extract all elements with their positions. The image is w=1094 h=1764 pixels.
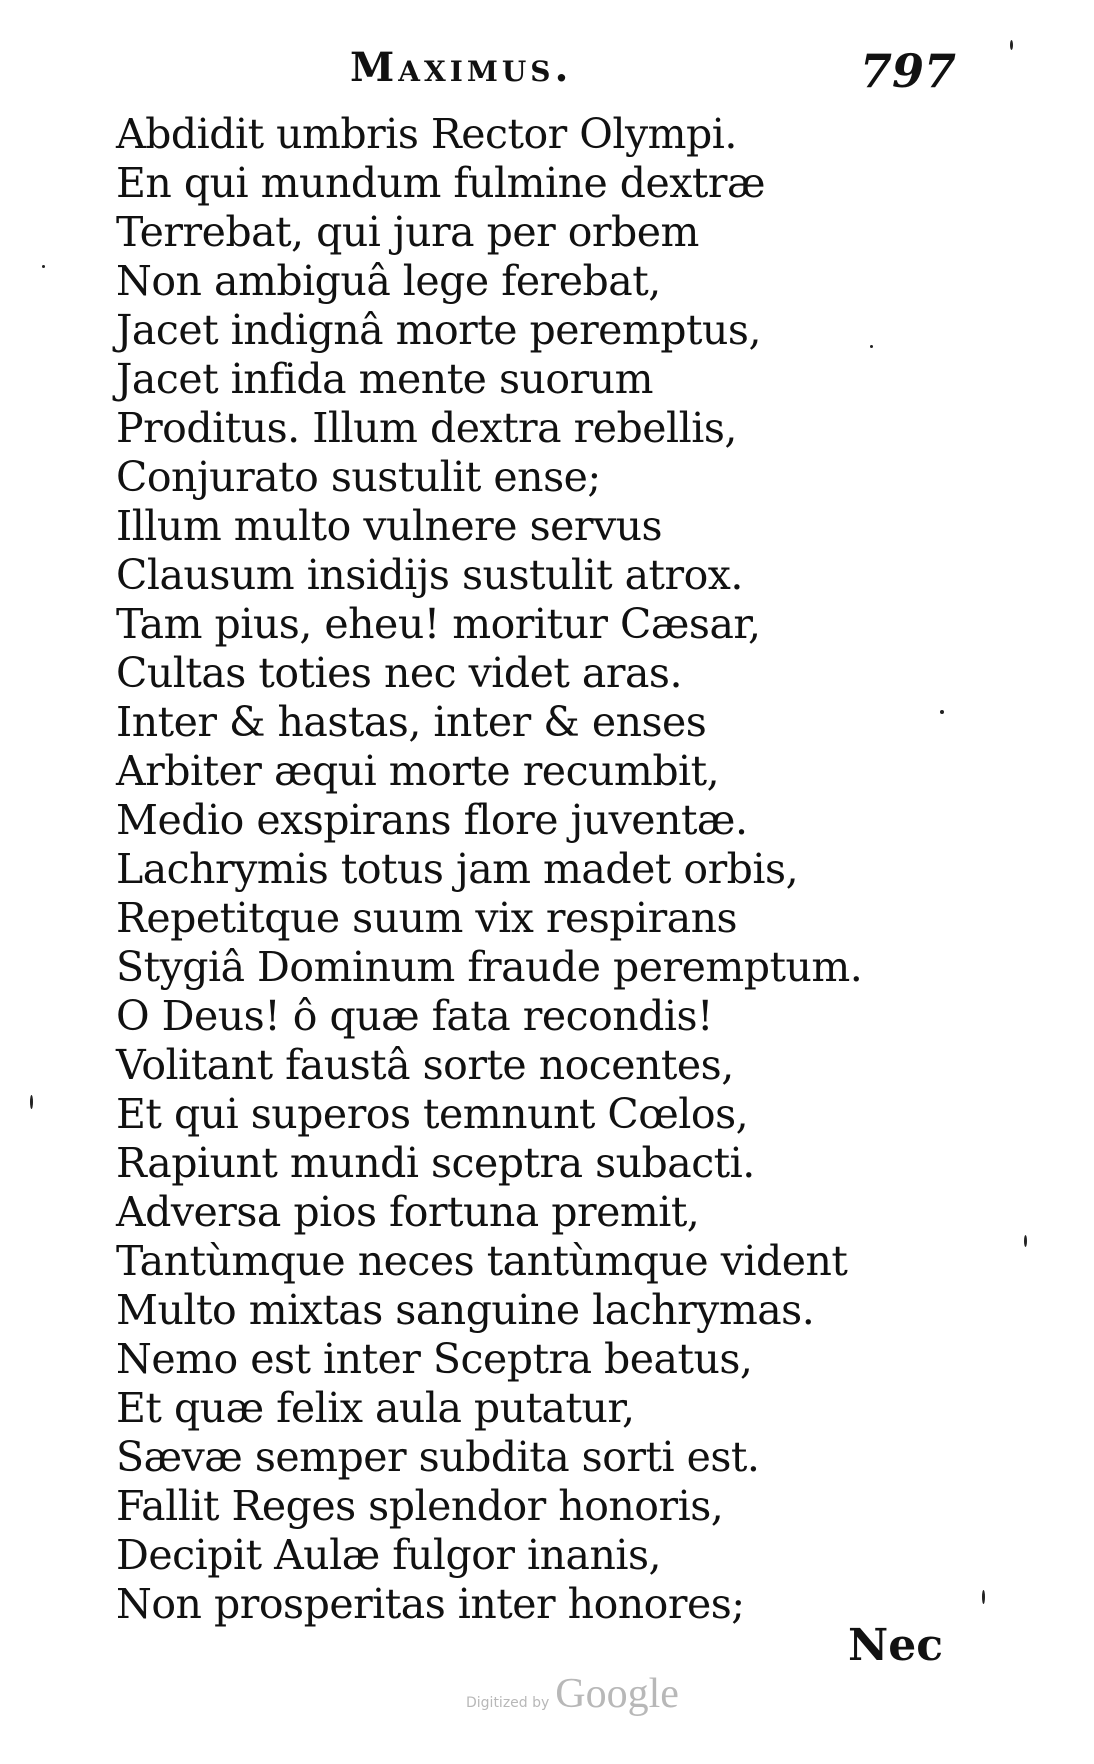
scan-speck	[940, 710, 944, 714]
verse-line: Lachrymis totus jam madet orbis,	[116, 845, 799, 893]
verse-line: Medio exspirans flore juventæ.	[116, 796, 748, 844]
verse-line: Stygiâ Dominum fraude peremptum.	[116, 943, 863, 991]
verse-block	[116, 110, 976, 1629]
verse-line: Non ambiguâ lege ferebat,	[116, 257, 661, 305]
scan-speck	[870, 345, 873, 348]
scan-speck	[30, 1095, 33, 1109]
verse-line: Non prosperitas inter honores;	[116, 1580, 745, 1628]
verse-line: Abdidit umbris Rector Olympi.	[116, 110, 737, 158]
verse-line: Sævæ semper subdita sorti est.	[116, 1433, 760, 1481]
catchword: Nec	[848, 1620, 944, 1671]
scan-speck	[982, 1590, 985, 1604]
verse-line: Illum multo vulnere servus	[116, 502, 663, 550]
verse-line: Conjurato sustulit ense;	[116, 453, 601, 501]
verse-line: Inter & hastas, inter & enses	[116, 698, 707, 746]
digitized-watermark	[466, 1670, 679, 1718]
verse-line: Rapiunt mundi sceptra subacti.	[116, 1139, 755, 1187]
verse-line: Multo mixtas sanguine lachrymas.	[116, 1286, 815, 1334]
verse-line: Tam pius, eheu! moritur Cæsar,	[116, 600, 761, 648]
verse-line: Clausum insidijs sustulit atrox.	[116, 551, 743, 599]
verse-line: Cultas toties nec videt aras.	[116, 649, 682, 697]
verse-line: Jacet infida mente suorum	[116, 355, 653, 403]
running-head: Maximus.	[350, 44, 573, 91]
scan-speck	[42, 265, 45, 268]
verse-line: Adversa pios fortuna premit,	[116, 1188, 700, 1236]
verse-line: En qui mundum fulmine dextræ	[116, 159, 766, 207]
verse-line: Et quæ felix aula putatur,	[116, 1384, 635, 1432]
verse-line: O Deus! ô quæ fata recondis!	[116, 992, 714, 1040]
verse-line: Fallit Reges splendor honoris,	[116, 1482, 724, 1530]
verse-line: Jacet indignâ morte peremptus,	[116, 306, 762, 354]
watermark-prefix: Digitized by	[466, 1695, 550, 1711]
verse-line: Volitant faustâ sorte nocentes,	[116, 1041, 734, 1089]
verse-line: Arbiter æqui morte recumbit,	[116, 747, 720, 795]
page-number: 797	[860, 44, 957, 98]
verse-line: Nemo est inter Sceptra beatus,	[116, 1335, 753, 1383]
verse-line: Repetitque suum vix respirans	[116, 894, 738, 942]
scan-speck	[1024, 1235, 1027, 1247]
verse-line: Proditus. Illum dextra rebellis,	[116, 404, 737, 452]
verse-line: Tantùmque neces tantùmque vident	[116, 1237, 848, 1285]
watermark-brand: Google	[555, 1671, 679, 1717]
scan-speck	[1010, 40, 1013, 50]
verse-line: Et qui superos temnunt Cœlos,	[116, 1090, 749, 1138]
verse-line: Terrebat, qui jura per orbem	[116, 208, 699, 256]
verse-line: Decipit Aulæ fulgor inanis,	[116, 1531, 662, 1579]
